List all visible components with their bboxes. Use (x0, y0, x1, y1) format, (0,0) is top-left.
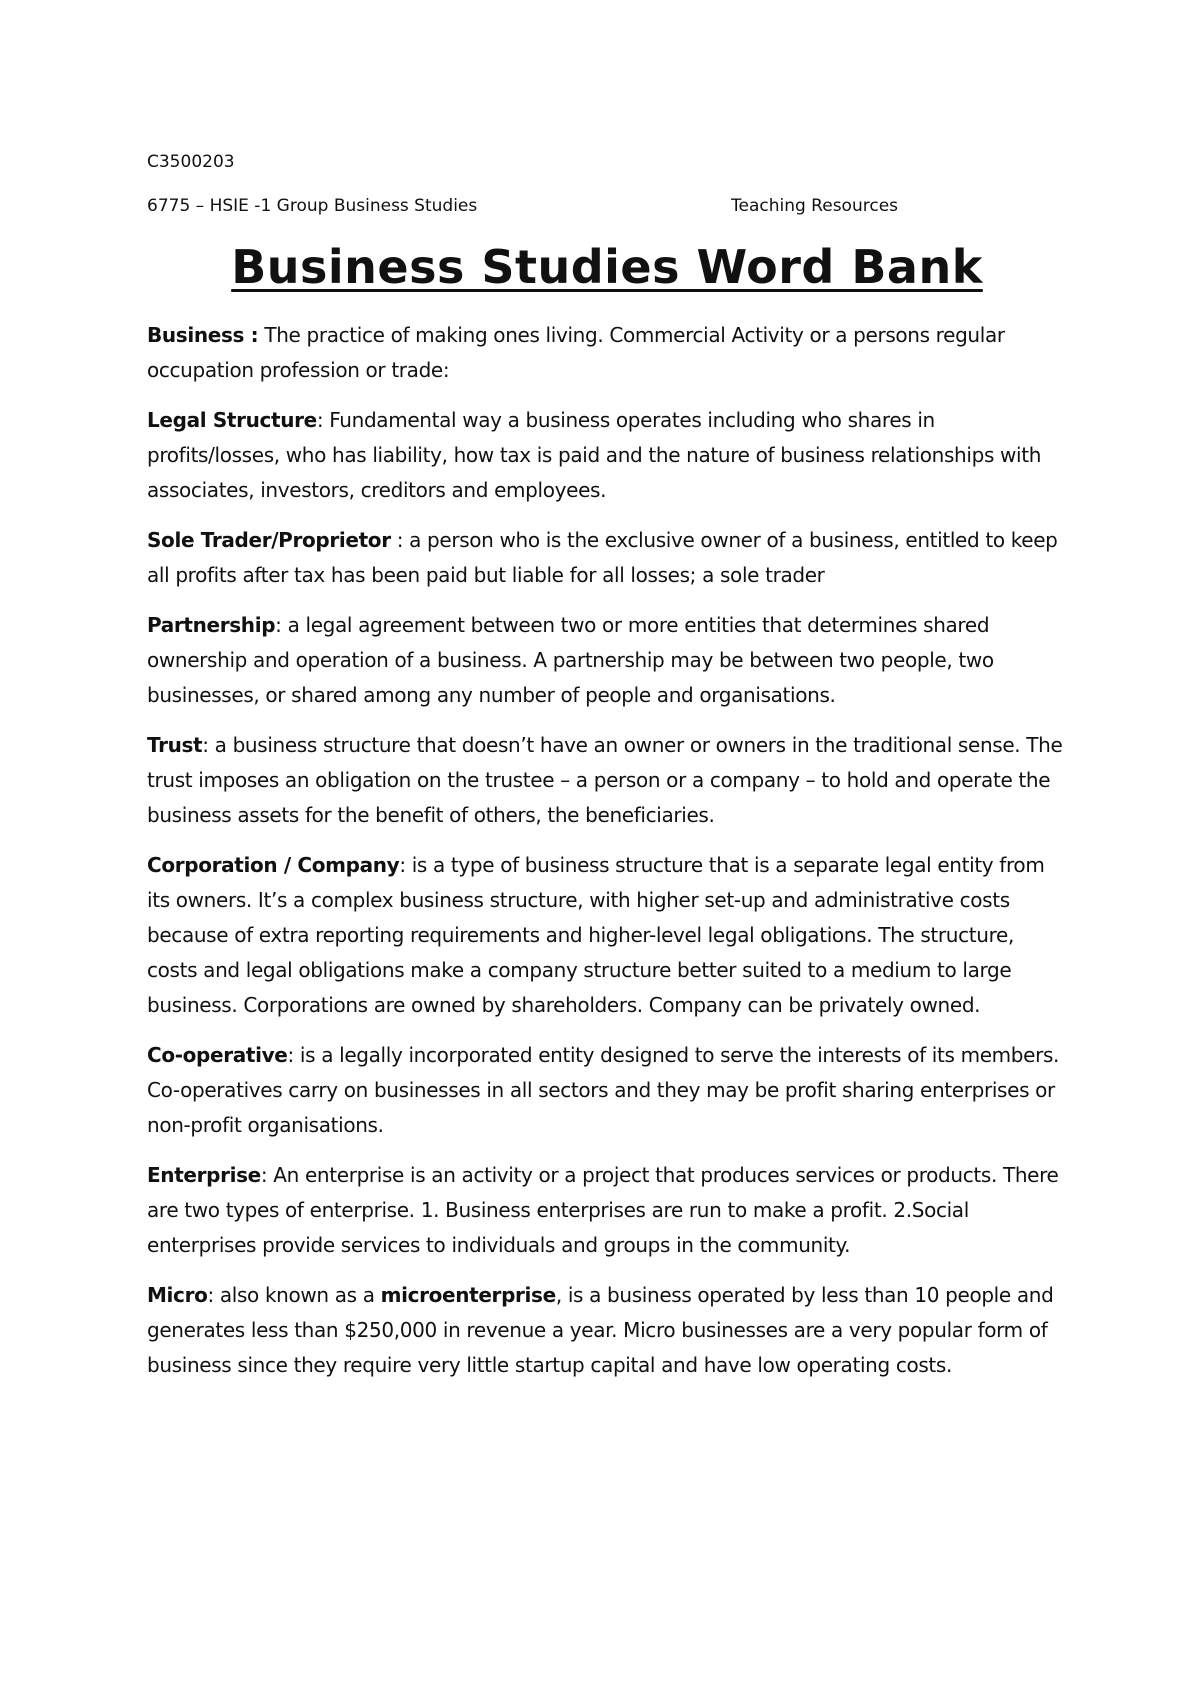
word-bank-entry-partnership (147, 608, 1067, 713)
entry-term: Sole Trader/Proprietor (147, 528, 391, 552)
entry-term: Partnership (147, 613, 276, 637)
word-bank-entry-trust (147, 728, 1067, 833)
word-bank-list (147, 318, 1067, 1398)
entry-term: Trust (147, 733, 203, 757)
entry-definition-part: : also known as a (207, 1283, 381, 1307)
entry-emphasis: microenterprise (380, 1283, 556, 1307)
entry-definition: : is a legally incorporated entity designed to serve the interests of its members. Co-operatives carry on businesses in all sectors and they may be profit sharing enterprises or non-profit organisations. (147, 1043, 1060, 1137)
entry-definition: : is a type of business structure that is a separate legal entity from its owners. It’s a complex business structure, with higher set-up and administrative costs because of extra reporting requirements and higher-level legal obligations. The structure, costs and legal obligations make a company structure better suited to a medium to large business. Corporations are owned by shareholders. Company can be privately owned. (147, 853, 1045, 1017)
word-bank-entry-co-operative (147, 1038, 1067, 1143)
word-bank-entry-enterprise (147, 1158, 1067, 1263)
entry-definition: The practice of making ones living. Commercial Activity or a persons regular occupation profession or trade: (147, 323, 1005, 382)
page-title: Business Studies Word Bank (231, 240, 983, 294)
entry-definition: : a person who is the exclusive owner of a business, entitled to keep all profits after tax has been paid but liable for all losses; a sole trader (147, 528, 1058, 587)
word-bank-entry-legal-structure (147, 403, 1067, 508)
entry-definition-part: , is a business operated by less than 10 people and generates less than $250,000 in revenue a year. Micro businesses are a very popular form of business since they require very little startup capital and have low operating costs. (147, 1283, 1054, 1377)
word-bank-entry-micro (147, 1278, 1067, 1383)
entry-definition: : a legal agreement between two or more entities that determines shared ownership and operation of a business. A partnership may be between two people, two businesses, or shared among any number of people and organisations. (147, 613, 994, 707)
word-bank-entry-business (147, 318, 1067, 388)
entry-term: Enterprise (147, 1163, 261, 1187)
entry-term: Legal Structure (147, 408, 317, 432)
entry-definition: : Fundamental way a business operates including who shares in profits/losses, who has liability, how tax is paid and the nature of business relationships with associates, investors, creditors and employees. (147, 408, 1042, 502)
entry-term: Micro (147, 1283, 208, 1307)
resource-label: Teaching Resources (731, 196, 899, 216)
entry-definition: : a business structure that doesn’t have an owner or owners in the traditional sense. The trust imposes an obligation on the trustee – a person or a company – to hold and operate the business assets for the benefit of others, the beneficiaries. (147, 733, 1063, 827)
entry-term: Business : (147, 323, 259, 347)
entry-term: Co-operative (147, 1043, 288, 1067)
document-id: C3500203 (147, 152, 235, 172)
word-bank-entry-corporation (147, 848, 1067, 1023)
word-bank-entry-sole-trader (147, 523, 1067, 593)
entry-term: Corporation / Company (147, 853, 400, 877)
course-label: 6775 – HSIE -1 Group Business Studies (147, 196, 478, 216)
entry-definition: : An enterprise is an activity or a project that produces services or products. There are two types of enterprise. 1. Business enterprises are run to make a profit. 2.Social enterprises provide services to individuals and groups in the community. (147, 1163, 1059, 1257)
